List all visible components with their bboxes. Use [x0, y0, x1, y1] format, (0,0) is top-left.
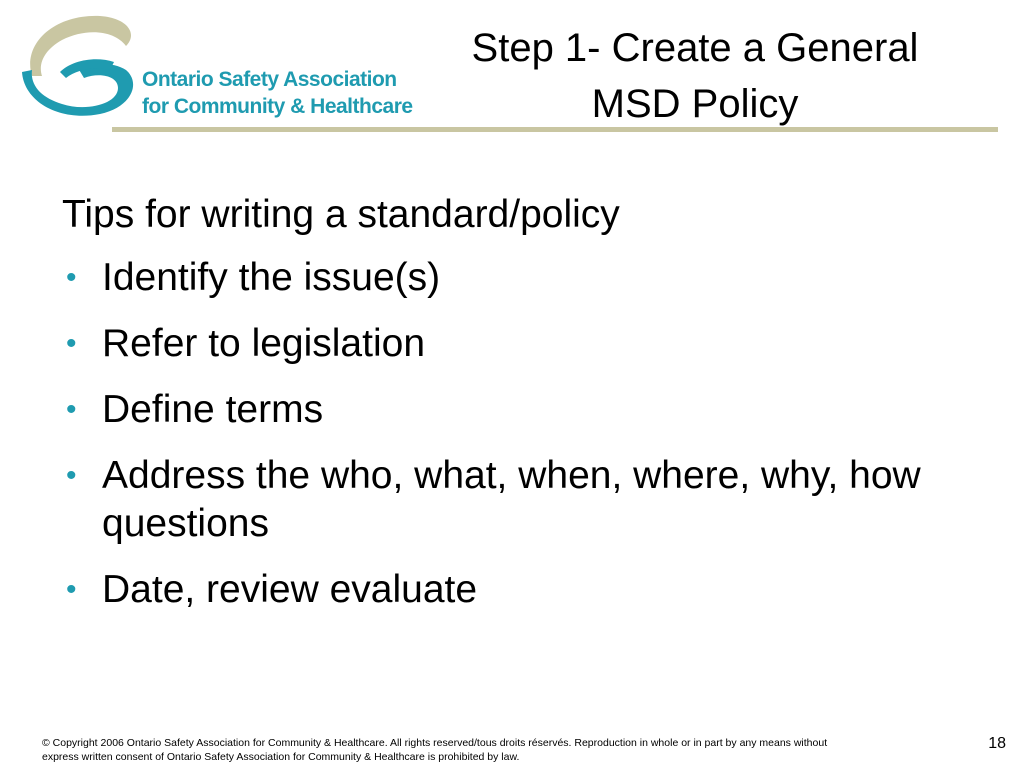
- intro-text: Tips for writing a standard/policy: [62, 193, 620, 236]
- bullet-item: [62, 320, 982, 368]
- bullet-label: Define terms: [102, 388, 324, 431]
- slide-title-line-1: Step 1- Create a General: [471, 26, 919, 70]
- title-divider: [112, 127, 998, 132]
- bullet-list: [62, 254, 982, 614]
- bullet-label: Identify the issue(s): [102, 256, 441, 299]
- copyright-line-2: express written consent of Ontario Safety Association for Community & Healthcare is prohibited by law.: [42, 751, 520, 763]
- bullet-label: Date, review evaluate: [102, 568, 478, 611]
- bullet-item: [62, 254, 982, 302]
- bullet-icon: •: [66, 393, 77, 426]
- copyright-line-1: © Copyright 2006 Ontario Safety Association for Community & Healthcare. All rights reserved/tous droits réservés. Reproduction in whole or in part by any means without: [42, 737, 828, 749]
- bullet-item: [62, 566, 982, 614]
- slide-body: [62, 190, 982, 632]
- organization-logo: [14, 10, 413, 126]
- bullet-item: [62, 386, 982, 434]
- logo-text: [142, 66, 413, 120]
- bullet-label: Address the who, what, when, where, why, how questions: [102, 454, 921, 545]
- bullet-label: Refer to legislation: [102, 322, 426, 365]
- bullet-icon: •: [66, 327, 77, 360]
- page-number: 18: [988, 735, 1006, 752]
- bullet-icon: •: [66, 261, 77, 294]
- logo-line-1: Ontario Safety Association: [142, 68, 397, 91]
- logo-line-2: for Community & Healthcare: [142, 95, 413, 118]
- slide-title-line-2: MSD Policy: [591, 82, 799, 126]
- copyright-footer: [42, 736, 922, 764]
- bullet-icon: •: [66, 573, 77, 606]
- slide-title: [400, 20, 990, 132]
- bullet-item: [62, 452, 982, 548]
- bullet-icon: •: [66, 459, 77, 492]
- swirl-logo-icon: [14, 10, 144, 126]
